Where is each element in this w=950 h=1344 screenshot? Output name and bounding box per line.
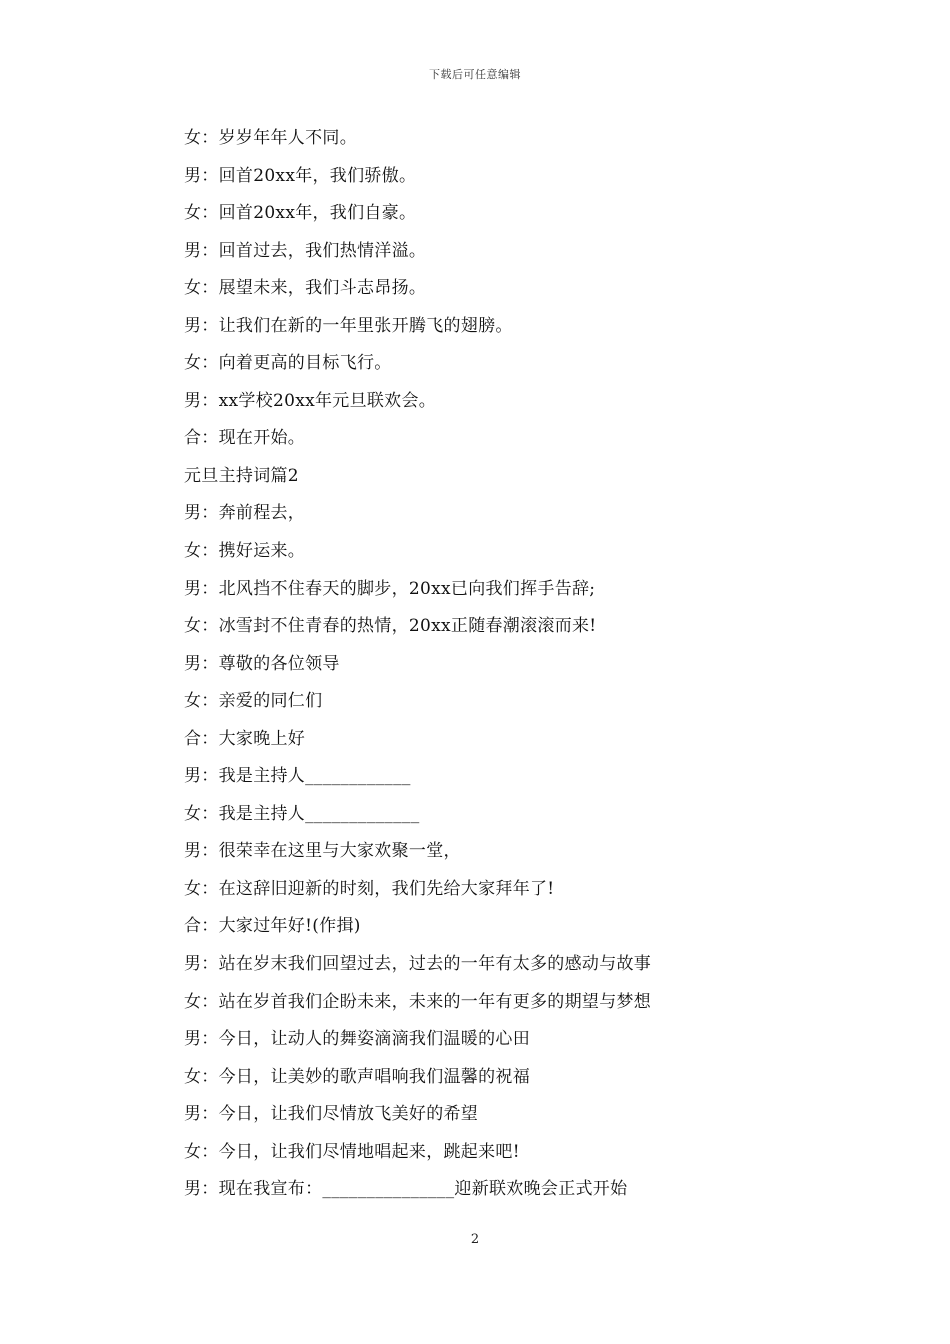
text-line: 合：大家过年好!(作揖): [184, 916, 361, 937]
text-line: 男：我是主持人____________: [184, 766, 411, 787]
text-line: 女：今日，让美妙的歌声唱响我们温馨的祝福: [184, 1066, 530, 1087]
text-line: 男：回首20xx年，我们骄傲。: [184, 165, 417, 186]
text-line: 男：奔前程去，: [184, 503, 306, 524]
text-line: 男：站在岁末我们回望过去，过去的一年有太多的感动与故事: [184, 954, 652, 975]
text-line: 男：尊敬的各位领导: [184, 653, 340, 674]
text-line: 男：回首过去，我们热情洋溢。: [184, 240, 427, 261]
text-line: 男：让我们在新的一年里张开腾飞的翅膀。: [184, 315, 513, 336]
page-number: 2: [470, 1232, 480, 1247]
text-line: 女：展望未来，我们斗志昂扬。: [184, 278, 427, 299]
text-line: 女：携好运来。: [184, 541, 306, 562]
text-line: 男：很荣幸在这里与大家欢聚一堂，: [184, 841, 461, 862]
text-line: 女：站在岁首我们企盼未来，未来的一年有更多的期望与梦想: [184, 991, 652, 1012]
text-line: 合：现在开始。: [184, 428, 306, 449]
text-line: 女：我是主持人_____________: [184, 803, 420, 824]
text-line: 男：北风挡不住春天的脚步，20xx已向我们挥手告辞;: [184, 578, 596, 599]
text-line: 女：亲爱的同仁们: [184, 691, 323, 712]
text-line: 女：今日，让我们尽情地唱起来，跳起来吧!: [184, 1141, 520, 1162]
text-line: 男：今日，让动人的舞姿滴滴我们温暖的心田: [184, 1029, 530, 1050]
page-header: 下载后可任意编辑: [429, 68, 521, 81]
document-body: [184, 124, 824, 1213]
text-line: 女：岁岁年年人不同。: [184, 128, 357, 148]
text-line: 女：回首20xx年，我们自豪。: [184, 203, 417, 224]
text-line: 合：大家晚上好: [184, 728, 306, 749]
text-line: 女：向着更高的目标飞行。: [184, 353, 392, 374]
text-line: 男：xx学校20xx年元旦联欢会。: [184, 390, 437, 411]
text-line: 女：在这辞旧迎新的时刻，我们先给大家拜年了!: [184, 878, 555, 899]
text-line: 男：今日，让我们尽情放飞美好的希望: [184, 1104, 479, 1125]
section-heading: 元旦主持词篇2: [184, 465, 299, 486]
text-line: 女：冰雪封不住青春的热情，20xx正随春潮滚滚而来!: [184, 616, 597, 637]
text-line: 男：现在我宣布：_______________迎新联欢晚会正式开始: [184, 1179, 628, 1200]
